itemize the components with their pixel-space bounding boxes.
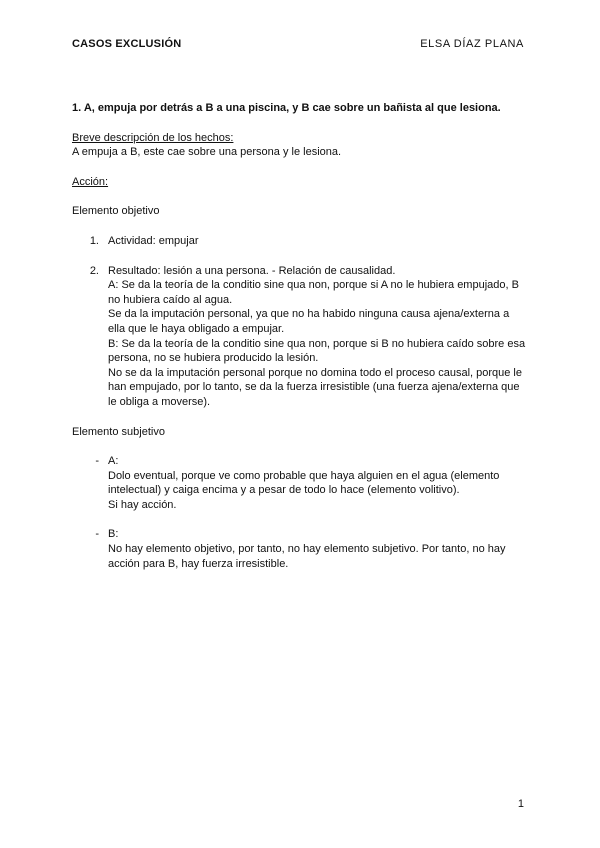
- list-line: No hay elemento objetivo, por tanto, no hay elemento subjetivo. Por tanto, no hay acción para B, hay fuerza irresistible.: [108, 543, 506, 570]
- list-line: B: Se da la teoría de la conditio sine qua non, porque si B no hubiera caído sobre esa persona, no se hubiera producido la lesión.: [108, 337, 526, 365]
- list-line: A: Se da la teoría de la conditio sine qua non, porque si A no le hubiera empujado, B no hubiera caído al agua.: [108, 279, 519, 306]
- document-body: [72, 101, 527, 571]
- list-line: Se da la imputación personal, ya que no ha habido ninguna causa ajena/externa a ella que le haya obligado a empujar.: [108, 308, 510, 335]
- list-item: [72, 234, 527, 249]
- list-item: [72, 264, 527, 410]
- list-marker: -: [95, 455, 99, 468]
- list-marker: 1.: [89, 234, 99, 247]
- list-marker: -: [95, 528, 99, 541]
- list-marker: 2.: [89, 264, 99, 277]
- case-title: 1. A, empuja por detrás a B a una piscina, y B cae sobre un bañista al que lesiona.: [72, 102, 501, 114]
- page-number: 1: [517, 798, 524, 810]
- accion-heading: Acción:: [72, 175, 109, 188]
- header-left: CASOS EXCLUSIÓN: [72, 38, 182, 50]
- header-right: ELSA DÍAZ PLANA: [420, 38, 524, 50]
- breve-heading: Breve descripción de los hechos:: [72, 131, 234, 144]
- list-item: [72, 527, 527, 571]
- breve-text: A empuja a B, este cae sobre una persona y le lesiona.: [72, 146, 342, 159]
- list-line: Si hay acción.: [108, 498, 177, 511]
- objetivo-heading: Elemento objetivo: [72, 205, 160, 218]
- list-line: Resultado: lesión a una persona. - Relación de causalidad.: [108, 264, 396, 277]
- list-line: Actividad: empujar: [108, 234, 199, 247]
- list-item: [72, 454, 527, 512]
- list-line: Dolo eventual, porque ve como probable que haya alguien en el agua (elemento intelectual) y caiga encima y a pesar de todo lo hace (elemento volitivo).: [108, 469, 500, 497]
- subjetivo-heading: Elemento subjetivo: [72, 425, 165, 438]
- list-line: No se da la imputación personal porque no domina todo el proceso causal, porque le han empujado, por lo tanto, se da la fuerza irresistible (una fuerza ajena/externa que le obliga a moverse).: [108, 366, 522, 408]
- list-line: A:: [108, 455, 119, 468]
- list-line: B:: [108, 528, 119, 541]
